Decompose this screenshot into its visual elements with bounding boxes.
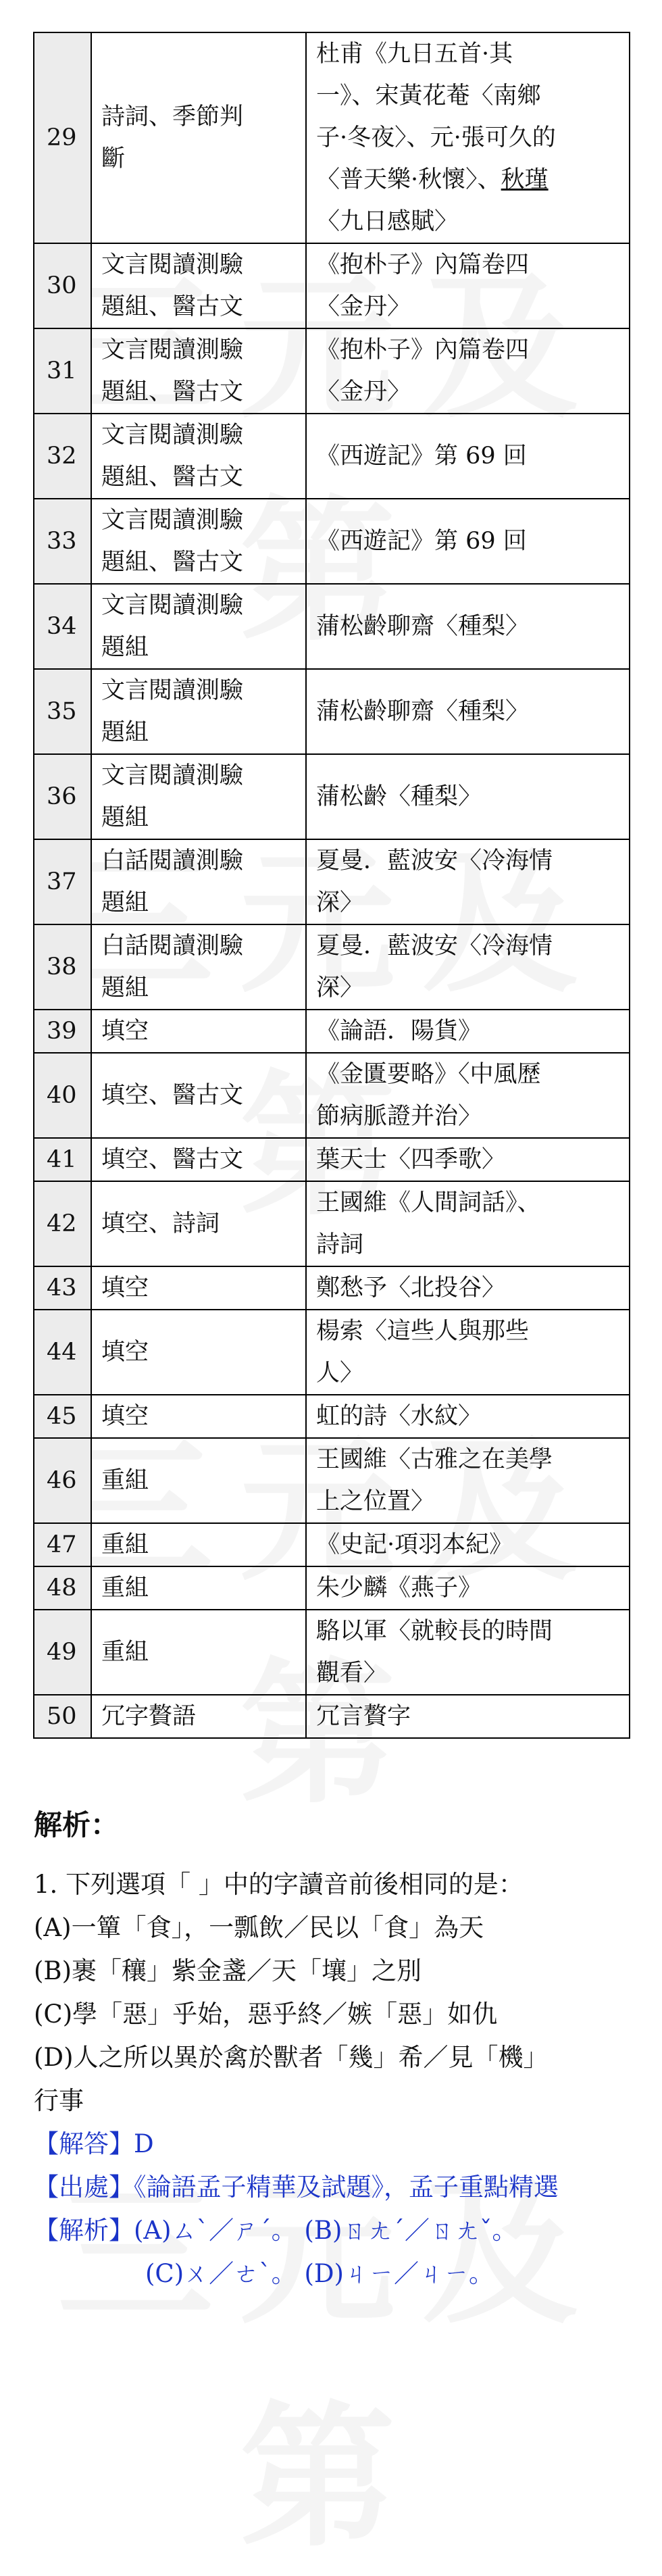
question-source-line: 《西遊記》第 69 回 [316,443,527,470]
question-type [91,32,306,243]
table-row [34,414,630,499]
question-type [91,924,306,1010]
question-type-line: 文言閱讀測驗 [101,507,244,534]
explanation-line-continued: (C)ㄨ／ㄜˋ。 (D)ㄐㄧ／ㄐㄧ。 [145,2259,494,2288]
question-source-line: 王國維〈古雅之在美學 [316,1446,553,1473]
question-source-line: 葉天士〈四季歌〉 [316,1146,506,1173]
question-number: 32 [34,414,91,499]
table-row [34,924,630,1010]
question-type [91,1438,306,1523]
question-type [91,1695,306,1738]
table-row [34,584,630,669]
question-type-line: 填空 [101,1274,149,1302]
question-source-line: 蒲松齡〈種梨〉 [316,783,482,810]
question-source-line [316,75,629,117]
question-type [91,584,306,669]
table-row [34,1138,630,1181]
question-number: 31 [34,328,91,414]
question-type-line: 題組 [101,719,149,746]
question-source-line: 王國維《人間詞話》、 [316,1189,541,1216]
question-source [306,669,630,754]
question-number: 47 [34,1523,91,1566]
analysis-heading: 解析： [34,1808,120,1841]
question-source-line [316,117,629,159]
table-row [34,32,630,243]
table-row [34,328,630,414]
question-source-line: 人〉 [316,1360,364,1387]
question-source-line: 蒲松齡聊齋〈種梨〉 [316,698,530,725]
question-source [306,1395,630,1438]
question-type-line: 題組、醫古文 [101,293,244,320]
question-number: 42 [34,1181,91,1266]
question-type [91,243,306,328]
question-source-line [316,201,629,243]
table-row [34,669,630,754]
question-type [91,1138,306,1181]
question-source-line: 《史記·項羽本紀》 [316,1531,513,1558]
question-type-line: 填空、詩詞 [101,1210,220,1237]
question-type-line: 重組 [101,1639,149,1666]
question-source [306,499,630,584]
question-source-line [316,33,629,75]
question-source [306,1181,630,1266]
question-type [91,1610,306,1695]
question-type-line: 文言閱讀測驗 [101,337,244,364]
question-type-line: 題組 [101,634,149,661]
question-number: 33 [34,499,91,584]
question-block [34,1863,628,2296]
table-row [34,1610,630,1695]
option-a: (A)一簞「食」，一瓢飲／民以「食」為天 [34,1913,484,1942]
question-number: 49 [34,1610,91,1695]
question-type-line: 填空 [101,1403,149,1430]
question-type-line: 題組、醫古文 [101,464,244,491]
question-number: 43 [34,1266,91,1310]
question-source-text: 杜甫《九日五首·其 [316,41,513,68]
question-source-line: 深〉 [316,889,364,916]
question-type [91,1053,306,1138]
question-source-line: 駱以軍〈就較長的時間 [316,1618,553,1645]
question-source-line: 蒲松齡聊齋〈種梨〉 [316,613,530,640]
answer-line: 【解答】D [34,2129,154,2158]
question-number: 50 [34,1695,91,1738]
table-row [34,1438,630,1523]
question-type [91,669,306,754]
question-number: 39 [34,1010,91,1053]
question-source-line: 《金匱要略》〈中風歷 [316,1061,541,1088]
question-number: 30 [34,243,91,328]
table-row [34,243,630,328]
question-type-line: 斷 [101,145,126,172]
question-number: 38 [34,924,91,1010]
question-source [306,414,630,499]
question-type-line: 白話閱讀測驗 [101,847,244,874]
question-source [306,1610,630,1695]
question-source-line: 詩詞 [316,1231,364,1258]
table-row [34,754,630,839]
question-source [306,754,630,839]
question-number: 45 [34,1395,91,1438]
question-source-text: 一》、宋黃花菴〈南鄉 [316,82,541,109]
question-number: 46 [34,1438,91,1523]
question-type [91,499,306,584]
question-type-line: 題組、醫古文 [101,378,244,405]
question-type-line: 題組、醫古文 [101,549,244,576]
question-type [91,754,306,839]
question-number: 29 [34,32,91,243]
question-source-line: 楊索〈這些人與那些 [316,1318,530,1345]
question-source [306,1310,630,1395]
question-type [91,1010,306,1053]
question-source-line: 〈金丹〉 [316,378,411,405]
option-c: (C)學「惡」乎始，惡乎終／嫉「惡」如仇 [34,2000,498,2029]
question-source [306,32,630,243]
question-number: 48 [34,1566,91,1610]
question-source [306,328,630,414]
question-source-text: 〈九日感賦〉 [316,208,459,235]
question-type-line: 題組 [101,804,149,831]
question-type [91,1566,306,1610]
question-type [91,1310,306,1395]
question-type-line: 文言閱讀測驗 [101,677,244,704]
question-source [306,243,630,328]
question-number: 35 [34,669,91,754]
question-source-line: 夏曼．藍波安〈冷海情 [316,933,553,960]
question-type-line: 文言閱讀測驗 [101,422,244,449]
question-source-line: 朱少麟《燕子》 [316,1575,482,1602]
question-type-line: 重組 [101,1575,149,1602]
question-type-line: 題組 [101,974,149,1001]
question-source-line: 觀看〉 [316,1660,388,1687]
question-type-line: 詩詞、季節判 [101,103,244,130]
explanation-line: 【解析】(A)ㄙˋ／ㄕˊ。 (B)ㄖㄤˊ／ㄖㄤˇ。 [34,2216,517,2245]
question-source-line: 鄭愁予〈北投谷〉 [316,1274,506,1302]
table-row [34,1395,630,1438]
question-type [91,1395,306,1438]
question-type-line: 文言閱讀測驗 [101,592,244,619]
option-d: (D)人之所以異於禽於獸者「幾」希／見「機」 [34,2043,549,2072]
question-source-line: 《西遊記》第 69 回 [316,528,527,555]
question-source-line: 〈金丹〉 [316,293,411,320]
source-line: 【出處】《論語孟子精華及試題》，孟子重點精選 [34,2173,559,2202]
question-source-line: 《抱朴子》內篇卷四 [316,251,530,278]
question-source-line: 上之位置〉 [316,1488,435,1515]
question-type-line: 文言閱讀測驗 [101,762,244,789]
question-source-line: 深〉 [316,974,364,1001]
question-number: 36 [34,754,91,839]
question-type [91,328,306,414]
table-row [34,1181,630,1266]
question-type-line: 填空 [101,1339,149,1366]
question-source-line: 冗言贅字 [316,1703,411,1730]
table-row [34,1010,630,1053]
question-number: 40 [34,1053,91,1138]
question-source-line: 虹的詩〈水紋〉 [316,1403,482,1430]
question-source-line [316,159,629,201]
question-source-line: 節病脈證并治〉 [316,1103,482,1130]
question-number: 37 [34,839,91,924]
question-source [306,1523,630,1566]
question-type [91,839,306,924]
question-type [91,414,306,499]
question-source [306,924,630,1010]
question-type-line: 重組 [101,1531,149,1558]
question-stem: 1. 下列選項「 」中的字讀音前後相同的是： [34,1870,524,1899]
question-source-line: 《抱朴子》內篇卷四 [316,337,530,364]
underlined-name: 秋瑾 [501,166,549,193]
question-source [306,1138,630,1181]
table-row [34,1266,630,1310]
question-source-text: 〈普天樂·秋懷〉、 [316,166,501,193]
question-number: 34 [34,584,91,669]
question-type-line: 填空 [101,1018,149,1045]
question-source [306,839,630,924]
question-source [306,584,630,669]
source-table [33,32,630,1739]
question-type-line: 填空、醫古文 [101,1082,244,1109]
table-row [34,1310,630,1395]
question-type [91,1266,306,1310]
table-row [34,1053,630,1138]
question-type-line: 填空、醫古文 [101,1146,244,1173]
question-number: 41 [34,1138,91,1181]
option-b: (B)裹「穰」紫金盞／天「壤」之別 [34,1956,422,1985]
question-source [306,1438,630,1523]
question-source [306,1695,630,1738]
question-type-line: 題組 [101,889,149,916]
question-type-line: 白話閱讀測驗 [101,933,244,960]
table-row [34,1566,630,1610]
question-number: 44 [34,1310,91,1395]
question-source [306,1266,630,1310]
question-type-line: 文言閱讀測驗 [101,251,244,278]
table-row [34,839,630,924]
question-source [306,1010,630,1053]
question-type-line: 重組 [101,1467,149,1494]
option-d-continued: 行事 [34,2086,84,2115]
question-source-text: 子·冬夜〉、元·張可久的 [316,124,556,151]
table-row [34,1695,630,1738]
question-source [306,1053,630,1138]
question-source-line: 夏曼．藍波安〈冷海情 [316,847,553,874]
question-source [306,1566,630,1610]
question-type [91,1181,306,1266]
question-type-line: 冗字贅語 [101,1703,197,1730]
table-row [34,1523,630,1566]
question-type [91,1523,306,1566]
table-row [34,499,630,584]
question-source-line: 《論語．陽貨》 [316,1018,482,1045]
